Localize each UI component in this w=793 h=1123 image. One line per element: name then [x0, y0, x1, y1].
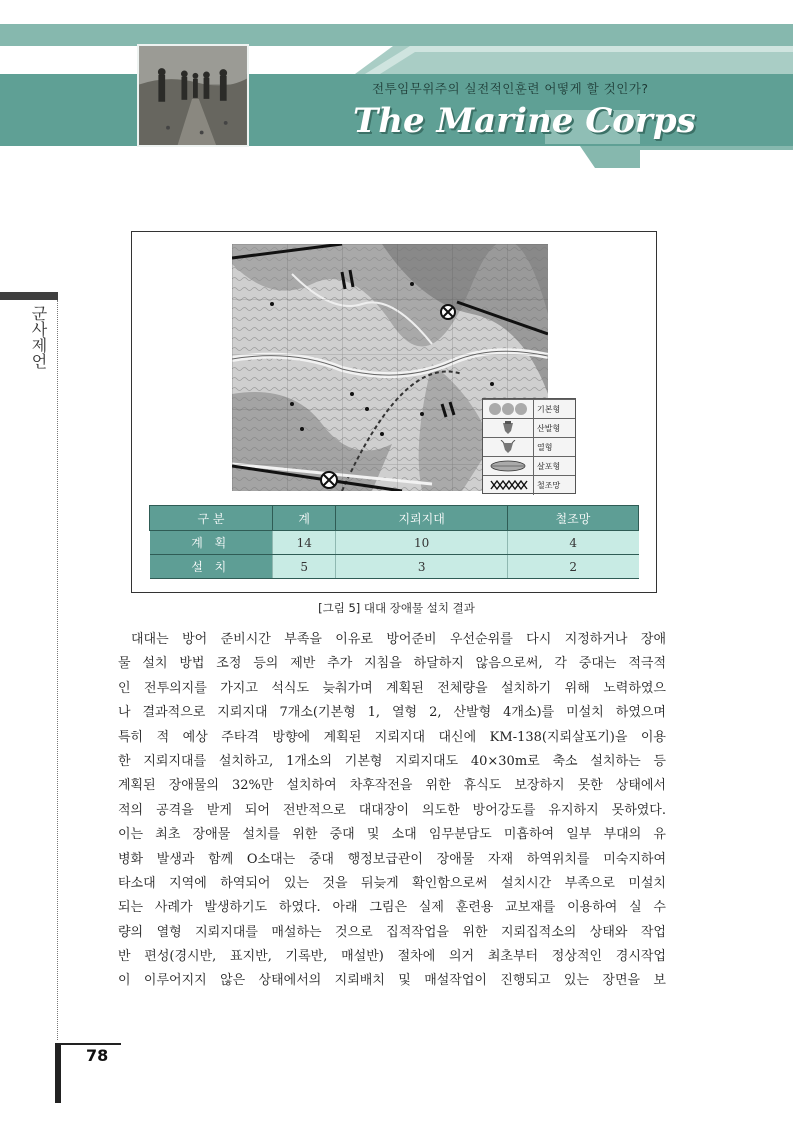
- standard-mine-icon: [486, 402, 530, 416]
- legend-label: 살포형: [537, 462, 561, 471]
- legend-item: [483, 418, 575, 438]
- table-cell: 2: [507, 555, 638, 579]
- legend-item: [483, 475, 575, 495]
- magazine-title: [353, 101, 696, 141]
- figure-frame: [131, 231, 657, 593]
- mine-marker-north: [441, 305, 455, 319]
- legend-label: 철조망: [537, 481, 561, 490]
- soldiers-photo: [137, 44, 249, 147]
- page-number: 78: [86, 1046, 109, 1065]
- row-header: 계 획: [150, 531, 273, 555]
- body-line: 적의 공격을 받게 되어 전반적으로 대대장이 의도한 방어강도를 유지하지 못하였다.: [118, 802, 666, 818]
- legend-item: [483, 456, 575, 476]
- col-header: 구 분: [150, 506, 273, 531]
- barbed-wire-icon: [486, 478, 530, 492]
- body-line: 타소대 지역에 하역되어 있는 것을 뒤늦게 확인함으로써 설치시간 부족으로 미설치: [118, 875, 666, 891]
- body-line: 되는 사례가 발생하기도 하였다. 아래 그림은 실제 훈련용 교보재를 이용하여 실 수: [118, 900, 666, 916]
- row-mine-icon: [486, 440, 530, 454]
- scatter-mine-icon: [486, 421, 530, 435]
- page-header: [0, 0, 793, 175]
- body-line: 반 편성(경시반, 표지반, 기록반, 매설반) 절차에 의거 최초부터 정상적인 경시작업: [118, 949, 666, 965]
- table-row: [150, 531, 639, 555]
- body-line: 나 결과적으로 지뢰지대 7개소(기본형 1, 열형 2, 산발형 4개소)를 미설치 하였으며: [118, 705, 666, 721]
- margin-dotted-line: [57, 300, 58, 1040]
- legend-item: [483, 437, 575, 457]
- body-paragraph: [118, 628, 666, 994]
- table-cell: 3: [336, 555, 507, 579]
- title-part-1: The Marine: [353, 101, 586, 141]
- claymore-icon: [486, 459, 530, 473]
- title-part-2: Corps: [585, 101, 696, 141]
- body-line: 대대는 방어 준비시간 부족을 이유로 방어준비 우선순위를 다시 지정하거나 장애: [131, 632, 666, 647]
- legend-item: [483, 399, 575, 419]
- table-header-row: [150, 506, 639, 531]
- body-line: 이 이루어지지 않은 상태에서의 지뢰배치 및 매설작업이 진행되고 있는 장면을 보: [118, 973, 666, 989]
- obstacle-results-table: [149, 505, 639, 579]
- body-line: 물 설치 방법 조정 등의 제반 추가 지침을 하달하지 않음으로써, 각 중대는 적극적: [118, 656, 666, 672]
- header-subtitle: 전투임무위주의 실전적인훈련 어떻게 할 것인가?: [372, 81, 649, 96]
- col-header: 철조망: [507, 506, 638, 531]
- body-line: 병화 발생과 함께 O소대는 중대 행정보급관이 장애물 자재 하역위치를 미숙지하여: [118, 851, 666, 867]
- table-cell: 14: [273, 531, 336, 555]
- table-cell: 10: [336, 531, 507, 555]
- body-line: 인 전투의지를 가지고 석식도 늦춰가며 계획된 전체량을 설치하기 위해 노력하였으: [118, 680, 666, 696]
- legend-label: 기본형: [537, 405, 561, 414]
- footer-bar: [55, 1043, 61, 1103]
- legend-label: 열형: [537, 443, 553, 452]
- figure-caption: [그림 5] 대대 장애물 설치 결과: [318, 601, 475, 615]
- body-line: 계획된 장애물의 32%만 설치하여 차후작전을 위한 휴식도 보장하지 못한 상태에서: [118, 778, 666, 794]
- mine-marker-south: [321, 472, 337, 488]
- body-line: 특히 적 예상 주타격 방향에 계획된 지뢰지대 대신에 KM-138(지뢰살포기)을 이용: [118, 729, 666, 745]
- body-line: 한 지뢰지대를 설치하고, 1개소의 기본형 지뢰지대도 40×30m로 축소 설치하는 등: [118, 753, 666, 769]
- map-legend: [482, 398, 576, 494]
- footer-line: [61, 1043, 121, 1045]
- section-tab-bar: [0, 292, 58, 300]
- col-header: 지뢰지대: [336, 506, 507, 531]
- row-header: 설 치: [150, 555, 273, 579]
- col-header: 계: [273, 506, 336, 531]
- body-line: 량의 열형 지뢰지대를 매설하는 것으로 집적작업을 위한 지뢰집적소의 상태와 작업: [118, 924, 666, 940]
- section-label: 군사제언: [29, 305, 48, 369]
- legend-label: 산발형: [537, 424, 561, 433]
- table-row: [150, 555, 639, 579]
- table-cell: 4: [507, 531, 638, 555]
- body-line: 이는 최초 장애물 설치를 위한 중대 및 소대 임무분담도 미흡하여 일부 부대의 유: [118, 827, 666, 843]
- table-cell: 5: [273, 555, 336, 579]
